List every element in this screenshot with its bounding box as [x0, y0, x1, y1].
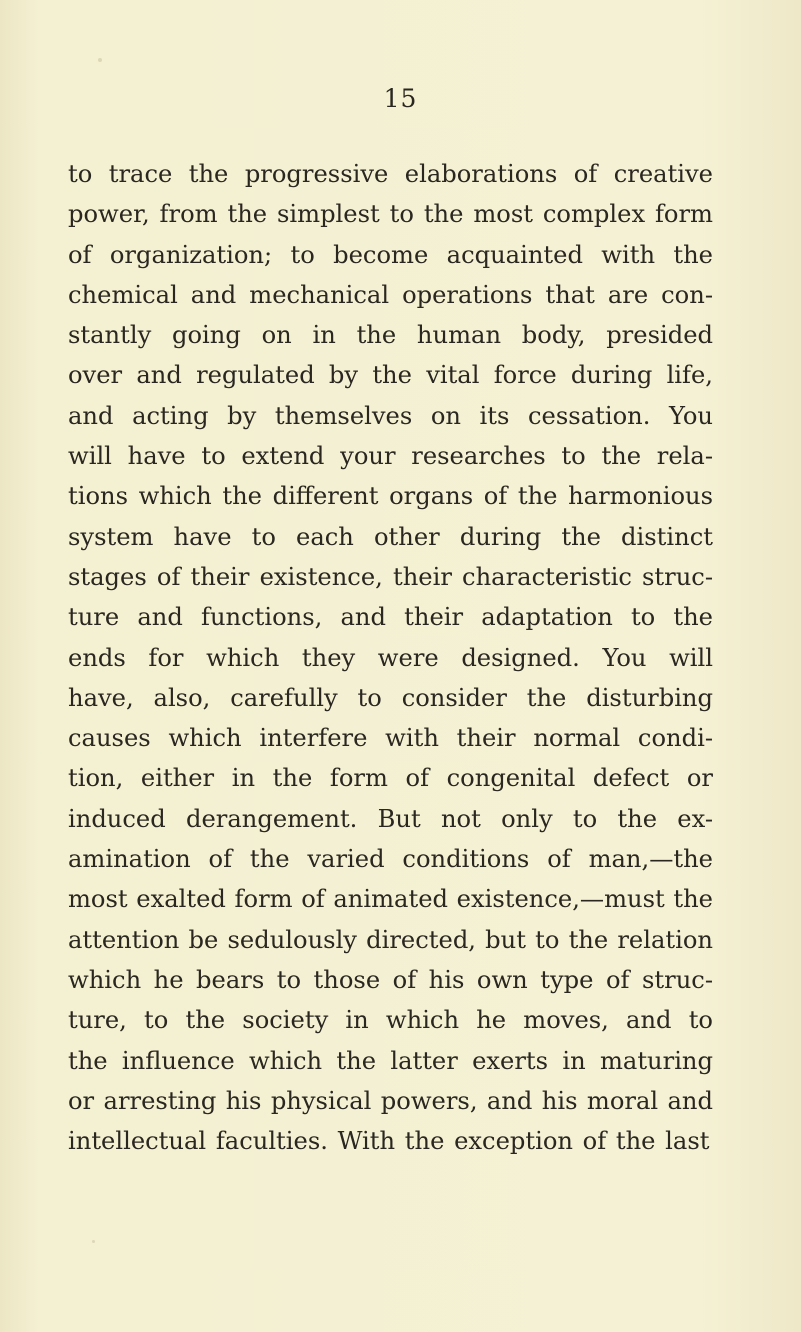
- text-line: tion, either in the form of congenital defect or: [68, 764, 713, 793]
- text-line: stantly going on in the human body, presided: [68, 321, 713, 350]
- text-line: will have to extend your researches to the rela-: [68, 442, 713, 471]
- text-line: the influence which the latter exerts in maturing: [68, 1046, 713, 1075]
- text-line: have, also, carefully to consider the disturbing: [68, 683, 713, 712]
- text-line: to trace the progressive elaborations of creative: [68, 160, 713, 188]
- body-text: [68, 154, 713, 1161]
- text-line: ture, to the society in which he moves, and to: [68, 1006, 713, 1035]
- text-line: over and regulated by the vital force during life,: [68, 361, 713, 390]
- text-line: tions which the different organs of the harmonious: [68, 482, 713, 511]
- text-line: most exalted form of animated existence,—must the: [68, 885, 713, 914]
- text-line: ends for which they were designed. You will: [68, 643, 713, 672]
- text-line: amination of the varied conditions of man,—the: [68, 845, 713, 874]
- text-line: induced derangement. But not only to the ex-: [68, 804, 713, 833]
- text-line: attention be sedulously directed, but to the relation: [68, 925, 713, 954]
- text-line: intellectual faculties. With the exception of the last: [68, 1127, 710, 1156]
- text-line: power, from the simplest to the most complex form: [68, 200, 713, 229]
- text-line: causes which interfere with their normal condi-: [68, 724, 713, 753]
- text-line: stages of their existence, their characteristic struc-: [68, 562, 713, 591]
- text-line: and acting by themselves on its cessation. You: [68, 401, 713, 430]
- paper-spot: [98, 58, 102, 62]
- page-number: 15: [383, 84, 418, 113]
- paper-spot: [92, 1240, 95, 1243]
- text-line: of organization; to become acquainted with the: [68, 240, 713, 269]
- text-line: system have to each other during the distinct: [68, 522, 713, 551]
- text-line: ture and functions, and their adaptation to the: [68, 603, 713, 632]
- text-line: or arresting his physical powers, and his moral and: [68, 1086, 713, 1115]
- text-line: chemical and mechanical operations that are con-: [68, 280, 713, 309]
- text-line: which he bears to those of his own type of struc-: [68, 965, 713, 994]
